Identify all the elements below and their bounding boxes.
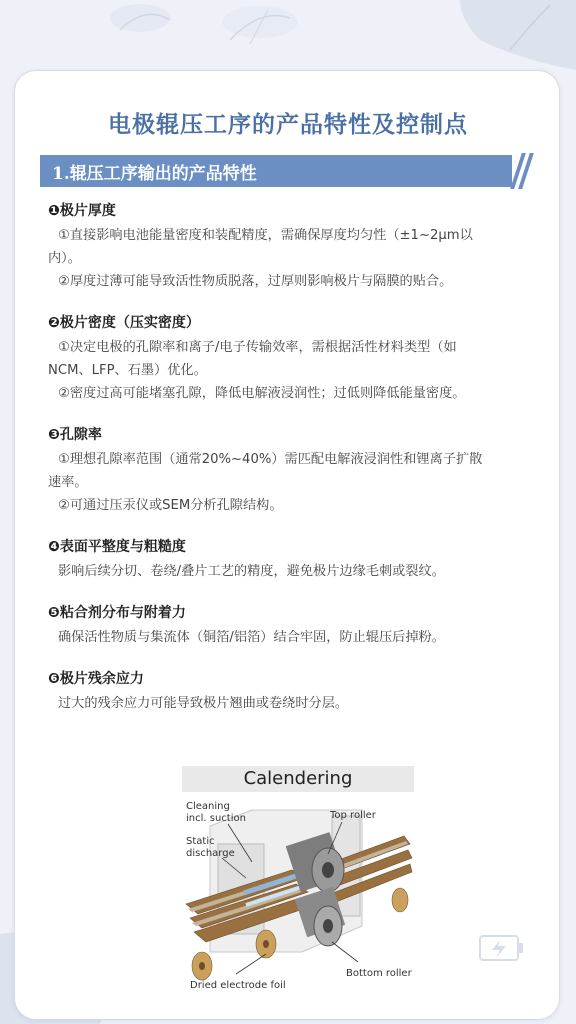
item-line: 影响后续分切、卷绕/叠片工艺的精度，避免极片边缘毛刺或裂纹。 xyxy=(58,564,445,579)
label-static-line2: discharge xyxy=(186,848,235,859)
item-density xyxy=(48,312,536,405)
item-thickness xyxy=(48,200,536,293)
item-heading: ❶极片厚度 xyxy=(48,203,116,219)
item-binder xyxy=(48,602,536,649)
item-line: ①直接影响电池能量密度和装配精度，需确保厚度均匀性（±1~2μm以 xyxy=(58,228,473,243)
figure-title: Calendering xyxy=(182,766,414,792)
item-heading: ❺粘合剂分布与附着力 xyxy=(48,605,186,621)
item-line: 内）。 xyxy=(48,251,81,266)
label-bottom-roller: Bottom roller xyxy=(346,968,412,979)
item-line: NCM、LFP、石墨）优化。 xyxy=(48,363,207,378)
item-heading: ❹表面平整度与粗糙度 xyxy=(48,539,186,555)
item-line: 确保活性物质与集流体（铜箔/铝箔）结合牢固，防止辊压后掉粉。 xyxy=(58,630,445,645)
item-line: 速率。 xyxy=(48,475,88,490)
item-line: ②可通过压汞仪或SEM分析孔隙结构。 xyxy=(58,498,283,513)
item-stress xyxy=(48,668,536,715)
label-static-line1: Static xyxy=(186,836,215,847)
label-cleaning-line1: Cleaning xyxy=(186,801,230,812)
item-heading: ❷极片密度（压实密度） xyxy=(48,315,200,331)
characteristics-list xyxy=(48,200,536,734)
item-heading: ❸孔隙率 xyxy=(48,427,102,443)
leaf-decoration-top-right xyxy=(450,0,576,80)
item-porosity xyxy=(48,424,536,517)
item-line: ②厚度过薄可能导致活性物质脱落，过厚则影响极片与隔膜的贴合。 xyxy=(58,274,453,289)
page-title: 电极辊压工序的产品特性及控制点 xyxy=(108,111,468,138)
label-top-roller: Top roller xyxy=(330,810,376,821)
label-cleaning-line2: incl. suction xyxy=(186,813,246,824)
item-flatness xyxy=(48,536,536,583)
leaf-decoration-top xyxy=(100,0,360,60)
item-line: 过大的残余应力可能导致极片翘曲或卷绕时分层。 xyxy=(58,696,349,711)
item-line: ①决定电极的孔隙率和离子/电子传输效率，需根据活性材料类型（如 xyxy=(58,340,457,355)
section-banner-label: 1.辊压工序输出的产品特性 xyxy=(52,164,257,184)
item-heading: ❻极片残余应力 xyxy=(48,671,144,687)
battery-watermark-icon xyxy=(478,928,526,968)
label-static xyxy=(186,836,235,860)
label-cleaning xyxy=(186,801,246,825)
item-line: ①理想孔隙率范围（通常20%~40%）需匹配电解液浸润性和锂离子扩散 xyxy=(58,452,483,467)
item-line: ②密度过高可能堵塞孔隙，降低电解液浸润性；过低则降低能量密度。 xyxy=(58,386,466,401)
label-foil: Dried electrode foil xyxy=(190,980,286,991)
